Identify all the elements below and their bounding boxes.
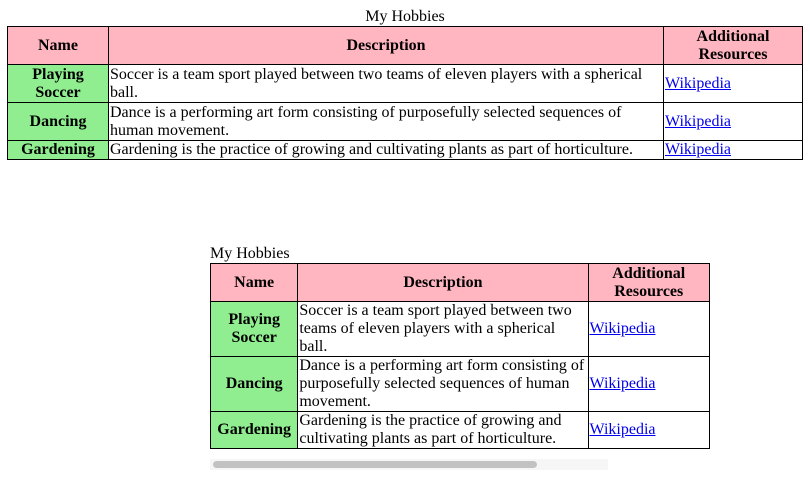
hobby-description: Soccer is a team sport played between two teams of eleven players with a spherical ball. [109, 65, 664, 103]
resource-cell [664, 103, 803, 141]
table-row [8, 65, 803, 103]
scroll-container[interactable] [210, 244, 686, 470]
table-caption: My Hobbies [365, 8, 445, 25]
scrollbar-thumb[interactable] [213, 461, 537, 468]
resource-cell [588, 357, 710, 412]
resource-cell [588, 302, 710, 357]
table-row [211, 357, 710, 412]
column-header-name: Name [8, 27, 109, 65]
table-header-row [8, 27, 803, 65]
column-header-resources: Additional Resources [664, 27, 803, 65]
hobby-description: Dance is a performing art form consisting of purposefully selected sequences of human movement. [298, 357, 588, 412]
hobbies-table-narrow [210, 244, 710, 449]
row-header-hobby: Playing Soccer [8, 65, 109, 103]
column-header-description: Description [109, 27, 664, 65]
wikipedia-link[interactable]: Wikipedia [589, 421, 656, 438]
table-row [211, 412, 710, 449]
wikipedia-link[interactable]: Wikipedia [665, 74, 731, 92]
resource-cell [588, 412, 710, 449]
table-row [211, 302, 710, 357]
horizontal-scrollbar[interactable] [210, 459, 608, 470]
column-header-description: Description [298, 264, 588, 302]
wikipedia-link[interactable]: Wikipedia [589, 320, 656, 337]
row-header-hobby: Gardening [8, 141, 109, 160]
wikipedia-link[interactable]: Wikipedia [665, 141, 731, 158]
hobby-description: Gardening is the practice of growing and cultivating plants as part of horticulture. [298, 412, 588, 449]
wikipedia-link[interactable]: Wikipedia [589, 375, 656, 392]
resource-cell [664, 65, 803, 103]
row-header-hobby: Dancing [8, 103, 109, 141]
hobby-description: Gardening is the practice of growing and cultivating plants as part of horticulture. [109, 141, 664, 160]
table-row [8, 103, 803, 141]
column-header-resources: Additional Resources [588, 264, 710, 302]
wikipedia-link[interactable]: Wikipedia [665, 112, 731, 130]
hobbies-table-wide [7, 8, 803, 160]
row-header-hobby: Playing Soccer [211, 302, 298, 357]
hobby-description: Soccer is a team sport played between two teams of eleven players with a spherical ball. [298, 302, 588, 357]
column-header-name: Name [211, 264, 298, 302]
row-header-hobby: Gardening [211, 412, 298, 449]
row-header-hobby: Dancing [211, 357, 298, 412]
resource-cell [664, 141, 803, 160]
table-header-row [211, 264, 710, 302]
hobby-description: Dance is a performing art form consisting of purposefully selected sequences of human movement. [109, 103, 664, 141]
table-caption: My Hobbies [210, 245, 290, 262]
table-row [8, 141, 803, 160]
